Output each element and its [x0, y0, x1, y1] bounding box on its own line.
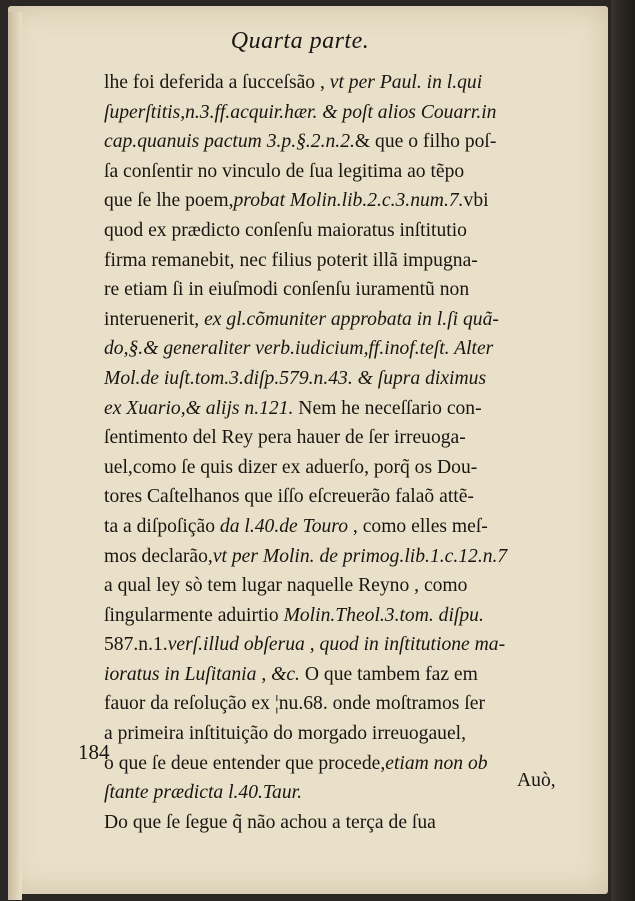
text-line [104, 660, 574, 690]
running-head: Quarta parte. [230, 28, 370, 54]
roman-text: ſentimento del Rey pera hauer de ſer irreuoga- [104, 427, 466, 449]
text-line [104, 127, 574, 157]
page-binding-shadow [8, 12, 22, 900]
roman-text: a qual ley sò tem lugar naquelle Reyno , como [104, 575, 468, 597]
roman-text: 587.n.1. [104, 634, 168, 656]
text-line [104, 275, 574, 305]
italic-citation: etiam non ob [385, 752, 488, 774]
text-line [104, 571, 574, 601]
roman-text: ta a diſpoſição [104, 515, 220, 537]
roman-text: fauor da reſolução ex ¦nu.68. onde moſtramos ſer [104, 693, 485, 715]
text-line [104, 246, 574, 276]
roman-text: , como elles meſ- [348, 515, 488, 537]
roman-text: re etiam ſi in eiuſmodi conſenſu iuramentũ non [104, 279, 470, 301]
italic-citation: do,§.& generaliter verb.iudicium,ff.inof.teſt. Alter [104, 338, 494, 360]
italic-citation: vt per Molin. de primog.lib.1.c.12.n.7 [212, 545, 508, 567]
italic-citation: verſ.illud obſerua , quod in inſtitutione ma- [167, 634, 506, 656]
margin-paragraph-number: 184 [78, 740, 110, 764]
roman-text: tores Caſtelhanos que iſſo eſcreuerão falaõ attẽ- [104, 486, 474, 508]
page-edge [611, 0, 635, 901]
text-line [104, 601, 574, 631]
roman-text: a primeira inſtituição do morgado irreuogauel, [104, 723, 467, 745]
italic-citation: ex gl.cõmuniter approbata in l.ſi quã- [204, 308, 499, 330]
text-line [104, 719, 574, 749]
roman-text: lhe foi deferida a ſucceſsão , [104, 72, 330, 93]
roman-text: quod ex prædicto conſenſu maioratus inſtitutio [104, 219, 467, 241]
text-line [104, 157, 574, 187]
text-line [104, 364, 574, 394]
text-line [104, 512, 574, 542]
roman-text: ſa conſentir no vinculo de ſua legitima ao tẽpo [104, 160, 465, 182]
italic-citation: ſuperſtitis,n.3.ff.acquir.hær. & poſt alios Couarr.in [104, 101, 497, 123]
text-line [104, 423, 574, 453]
roman-text: firma remanebit, nec filius poterit illã impugna- [104, 249, 478, 271]
text-line [104, 482, 574, 512]
roman-text: ſingularmente aduirtio [104, 604, 284, 626]
italic-citation: ſtante prædicta l.40.Taur. [104, 782, 302, 804]
text-line [104, 305, 574, 335]
text-line [104, 186, 574, 216]
roman-text: que ſe lhe poem, [104, 190, 234, 212]
text-line [104, 808, 574, 838]
italic-citation: ex Xuario,& alijs n.121. [104, 397, 294, 419]
italic-citation: da l.40.de Touro [219, 515, 348, 537]
text-line [104, 216, 574, 246]
text-line [104, 749, 574, 779]
italic-citation: Molin.Theol.3.tom. diſpu. [283, 604, 484, 626]
italic-citation: Mol.de iuſt.tom.3.diſp.579.n.43. & ſupra diximus [104, 367, 487, 389]
text-line [104, 68, 574, 98]
text-line [104, 453, 574, 483]
roman-text: O que tambem faz em [299, 663, 478, 685]
body-text [104, 68, 574, 837]
italic-citation: ioratus in Luſitania , &c. [104, 663, 300, 685]
roman-text: & que o filho poſ- [354, 131, 497, 153]
text-line [104, 689, 574, 719]
italic-citation: probat Molin.lib.2.c.3.num.7. [233, 190, 464, 212]
text-line [104, 334, 574, 364]
roman-text: mos declarão, [104, 545, 213, 567]
italic-citation: cap.quanuis pactum 3.p.§.2.n.2. [104, 131, 355, 153]
roman-text: vbi [463, 190, 489, 212]
roman-text: Nem he neceſſario con- [293, 397, 482, 419]
text-line [104, 630, 574, 660]
text-line [104, 778, 574, 808]
roman-text: interuenerit, [104, 308, 205, 330]
roman-text: Do que ſe ſegue q̃ não achou a terça de ſua [104, 811, 436, 833]
italic-citation: vt per Paul. in l.qui [329, 72, 483, 93]
roman-text: o que ſe deue entender que procede, [104, 752, 386, 774]
text-line [104, 394, 574, 424]
catchword: Auò, [517, 770, 556, 791]
text-line [104, 542, 574, 572]
text-line [104, 98, 574, 128]
roman-text: uel,como ſe quis dizer ex aduerſo, porq̃ os Dou- [104, 456, 478, 478]
